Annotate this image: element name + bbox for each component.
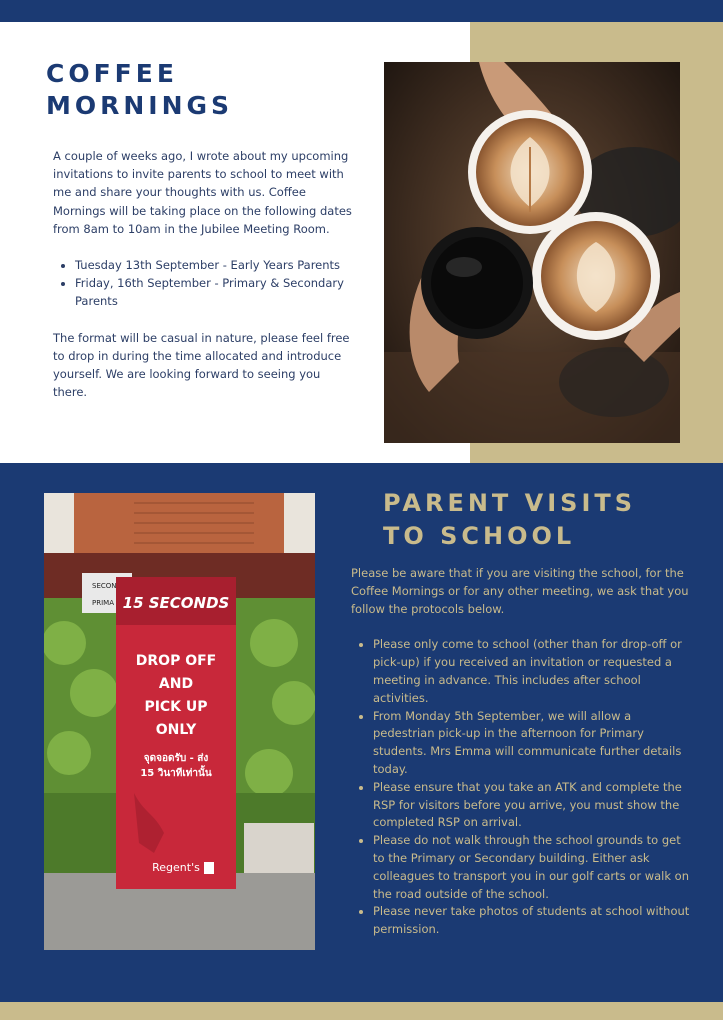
sign-line-4: ONLY — [155, 722, 197, 738]
visits-intro: Please be aware that if you are visiting the school, for the Coffee Mornings or for any other meeting, we ask that you follow the protocols below. — [351, 566, 689, 616]
direction-sign-text-2: PRIMA — [92, 599, 114, 607]
sign-header: 15 SECONDS — [122, 594, 230, 612]
list-item: • Please only come to school (other than for drop-off or pick-up) if you received an invitation or requested a meeting in advance. This includes after school activities. — [373, 636, 693, 707]
parent-visits-body — [351, 565, 693, 939]
coffee-cups-illustration — [384, 62, 680, 443]
coffee-closing: The format will be casual in nature, please feel free to drop in during the time allocated and introduce yourself. We are looking forward to seeing you there. — [53, 330, 350, 400]
list-item: • Please do not walk through the school grounds to get to the Primary or Secondary building. Either ask colleagues to transport you in our golf carts or walk on the road outside of the school. — [373, 832, 693, 903]
sign-brand: Regent's — [152, 861, 200, 874]
coffee-title-line: COFFEE MORNINGS — [46, 59, 234, 120]
coffee-dates-list — [53, 256, 353, 311]
crest-icon — [204, 862, 214, 874]
sign-line-3: PICK UP — [144, 699, 208, 715]
parent-visits-heading — [383, 487, 643, 553]
drop-off-sign-illustration — [44, 493, 315, 950]
coffee-mornings-body — [53, 147, 353, 401]
sign-thai-2: 15 วินาทีเท่านั้น — [140, 768, 212, 779]
sign-line-1: DROP OFF — [135, 653, 217, 669]
coffee-intro: A couple of weeks ago, I wrote about my upcoming invitations to invite parents to school to meet with me and share your thoughts with us. Coffee Mornings will be taking place on the following dates from 8am to 10am in the Jubilee Meeting Room. — [53, 149, 352, 236]
visits-title-line: PARENT VISITS TO SCHOOL — [383, 489, 637, 550]
list-item: • Please ensure that you take an ATK and complete the RSP for visitors before you arrive, you must show the completed RSP on arrival. — [373, 779, 693, 832]
footer-rule — [0, 1020, 723, 1024]
visits-rules-list — [351, 636, 693, 939]
drop-off-sign-photo — [44, 493, 315, 950]
list-item: • Friday, 16th September - Primary & Secondary Parents — [75, 274, 353, 310]
coffee-mornings-heading — [46, 58, 236, 122]
top-band — [0, 0, 723, 22]
list-item: • Please never take photos of students at school without permission. — [373, 903, 693, 939]
list-item: • Tuesday 13th September - Early Years Parents — [75, 256, 353, 274]
sign-line-2: AND — [158, 676, 194, 692]
sign-thai-1: จุดจอดรับ - ส่ง — [143, 753, 209, 764]
direction-sign-text: SECON — [92, 582, 117, 590]
list-item: • From Monday 5th September, we will allow a pedestrian pick-up in the afternoon for Primary students. Mrs Emma will communicate further details today. — [373, 708, 693, 779]
coffee-cups-photo — [384, 62, 680, 443]
